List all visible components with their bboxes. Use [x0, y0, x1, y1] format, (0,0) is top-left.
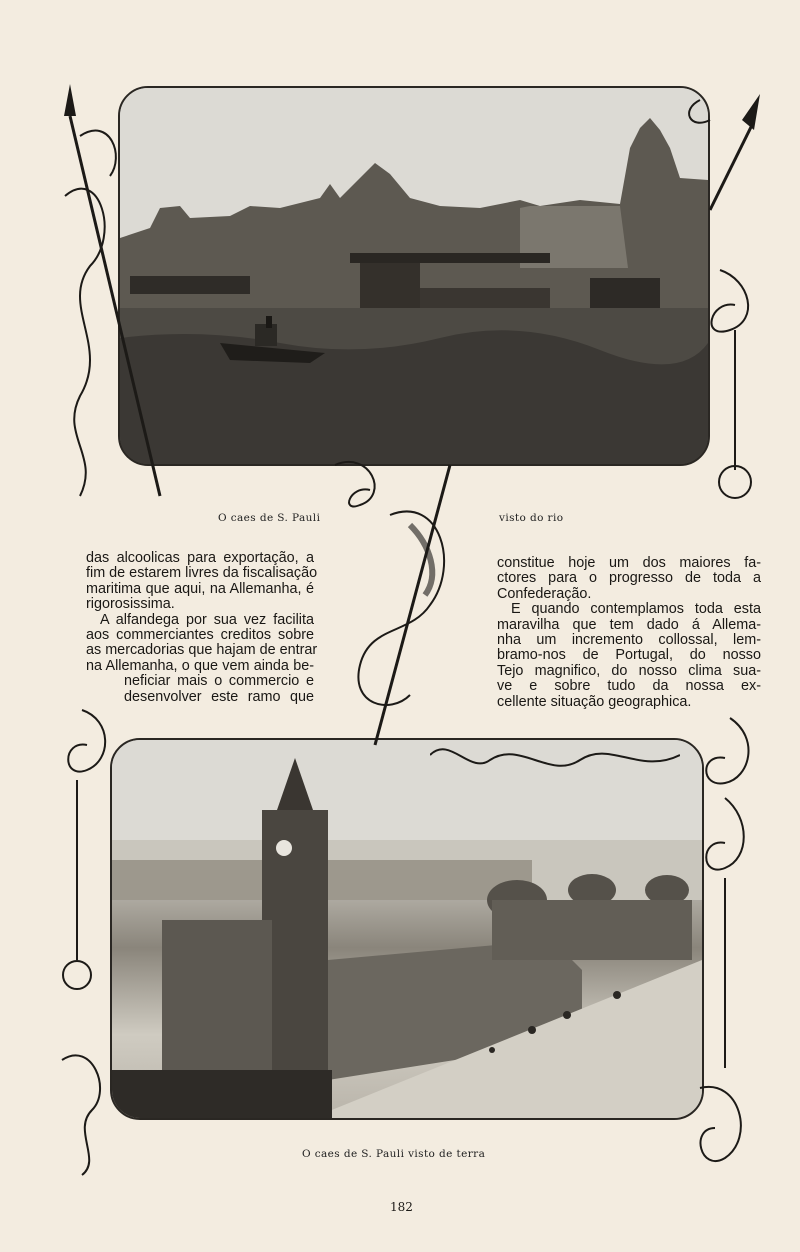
left-spear-ornament [50, 76, 170, 516]
text-line: Confederação. [497, 585, 592, 602]
left-text-column [86, 550, 318, 705]
bottom-photo-caption: O caes de S. Pauli visto de terra [302, 1148, 486, 1160]
text-line: desenvolver este ramo que [124, 688, 314, 705]
text-line: nha um incremento collossal, lem- [497, 632, 761, 649]
center-banner-ornament [330, 455, 470, 755]
text-line: das alcoolicas para exportação, a [86, 550, 314, 566]
lower-right-ornament [670, 708, 760, 1178]
text-line: aos commerciantes creditos sobre [86, 627, 314, 644]
text-line: neficiar mais o commercio e [124, 673, 314, 690]
text-line: maravilha que tem dado á Allema- [497, 616, 761, 633]
text-line: bramo-nos de Portugal, do nosso [497, 647, 761, 664]
quay-from-land-photo [110, 738, 704, 1120]
lower-left-ornament [52, 700, 122, 1180]
text-line: na Allemanha, o que vem ainda be- [86, 657, 314, 674]
quay-from-land-illustration [112, 740, 702, 1118]
text-line: ctores para o progresso de toda a [497, 570, 761, 587]
text-line: constitue hoje um dos maiores fa- [497, 555, 761, 571]
right-text-column [497, 556, 761, 710]
text-line: E quando contemplamos toda esta [511, 601, 761, 618]
text-line: as mercadorias que hajam de entrar [86, 642, 318, 659]
page-number: 182 [390, 1200, 413, 1214]
text-line: maritima que aqui, na Allemanha, é [86, 580, 314, 597]
text-line: Tejo magnifico, do nosso clima sua- [497, 662, 761, 679]
text-line: ve e sobre tudo da nossa ex- [497, 678, 761, 695]
text-line: cellente situação geographica. [497, 693, 692, 710]
text-line: fim de estarem livres da fiscalisação [86, 565, 318, 582]
bottom-photo-top-scroll [430, 735, 680, 785]
top-photo-caption-left: O caes de S. Pauli [218, 512, 321, 524]
right-spear-ornament [680, 90, 770, 510]
text-line: A alfandega por sua vez facilita [100, 611, 314, 628]
text-line: rigorosissima. [86, 596, 175, 613]
harbour-from-river-illustration [120, 88, 708, 464]
harbour-from-river-photo [118, 86, 710, 466]
top-photo-caption-right: visto do rio [499, 512, 564, 524]
